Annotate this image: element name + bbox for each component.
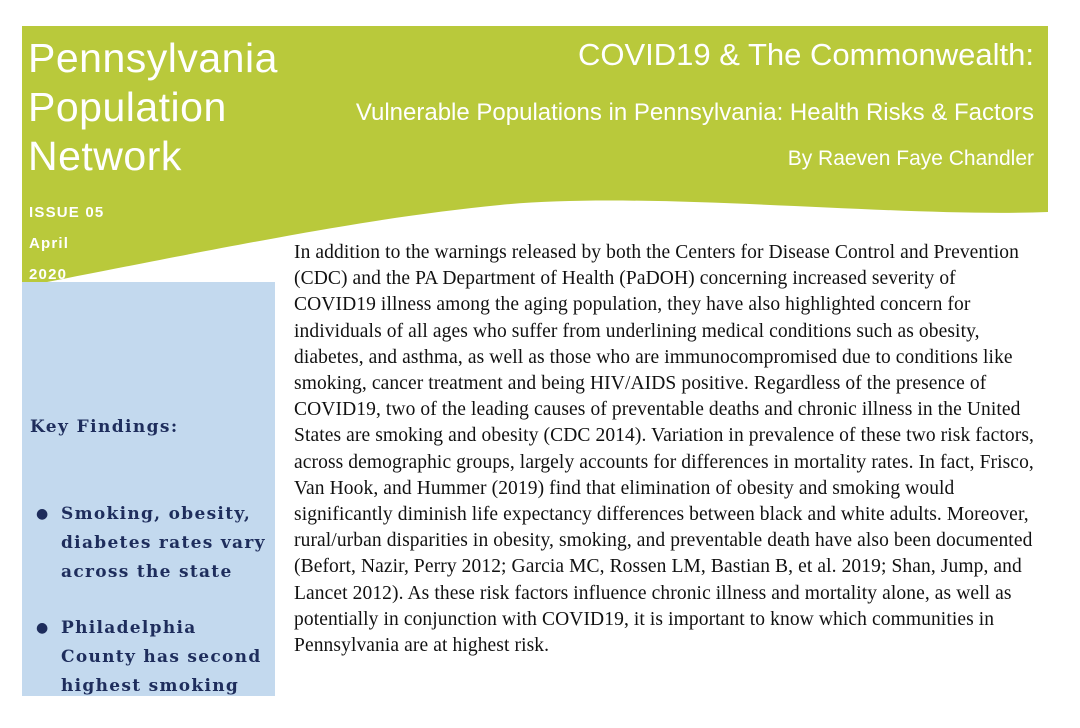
key-finding-text: Philadelphia County has second highest smoking [61,618,262,696]
org-title-line: Population [28,84,227,130]
bullet-icon: ● [36,506,50,522]
body-paragraph: In addition to the warnings released by both the Centers for Disease Control and Prevention (CDC) and the PA Department of Health (PaDOH) concerning increased severity of COVID19 illness among the aging population, they have also highlighted concern for individuals of all ages who suffer from underlining medical conditions such as obesity, diabetes, and asthma, as well as those who are immunocompromised due to conditions like smoking, cancer treatment and being HIV/AIDS positive. Regardless of the presence of COVID19, two of the leading causes of preventable deaths and chronic illness in the United States are smoking and obesity (CDC 2014). Variation in prevalence of these two risk factors, across demographic groups, largely accounts for differences in mortality rates. In fact, Frisco, Van Hook, and Hummer (2019) find that elimination of obesity and smoking would significantly diminish life expectancy differences between black and white adults. Moreover, rural/urban disparities in obesity, smoking, and preventable death have also been documented (Befort, Nazir, Perry 2012; Garcia MC, Rossen LM, Bastian B, et al. 2019; Shan, Jump, and Lancet 2012). As these risk factors influence chronic illness and mortality alone, as well as potentially in conjunction with COVID19, it is important to know which communities in Pennsylvania are at highest risk. [294,242,1035,657]
publication-subtitle: Vulnerable Populations in Pennsylvania: Health Risks & Factors [355,99,1034,126]
issue-meta [29,197,104,290]
issue-number: ISSUE 05 [29,204,105,221]
org-title [28,34,278,181]
issue-month: April [29,235,70,252]
bullet-icon: ● [36,620,50,636]
org-title-line: Network [28,133,182,179]
key-findings-list [36,500,266,728]
publication-title: COVID19 & The Commonwealth: [577,37,1034,72]
key-finding-item [36,500,266,587]
key-finding-item [36,614,266,701]
key-finding-text: Smoking, obesity, diabetes rates vary across the state [61,504,266,582]
key-findings-heading: Key Findings: [30,417,179,437]
publication-author: By Raeven Faye Chandler [787,147,1034,170]
org-title-line: Pennsylvania [28,35,278,81]
issue-year: 2020 [29,266,68,283]
